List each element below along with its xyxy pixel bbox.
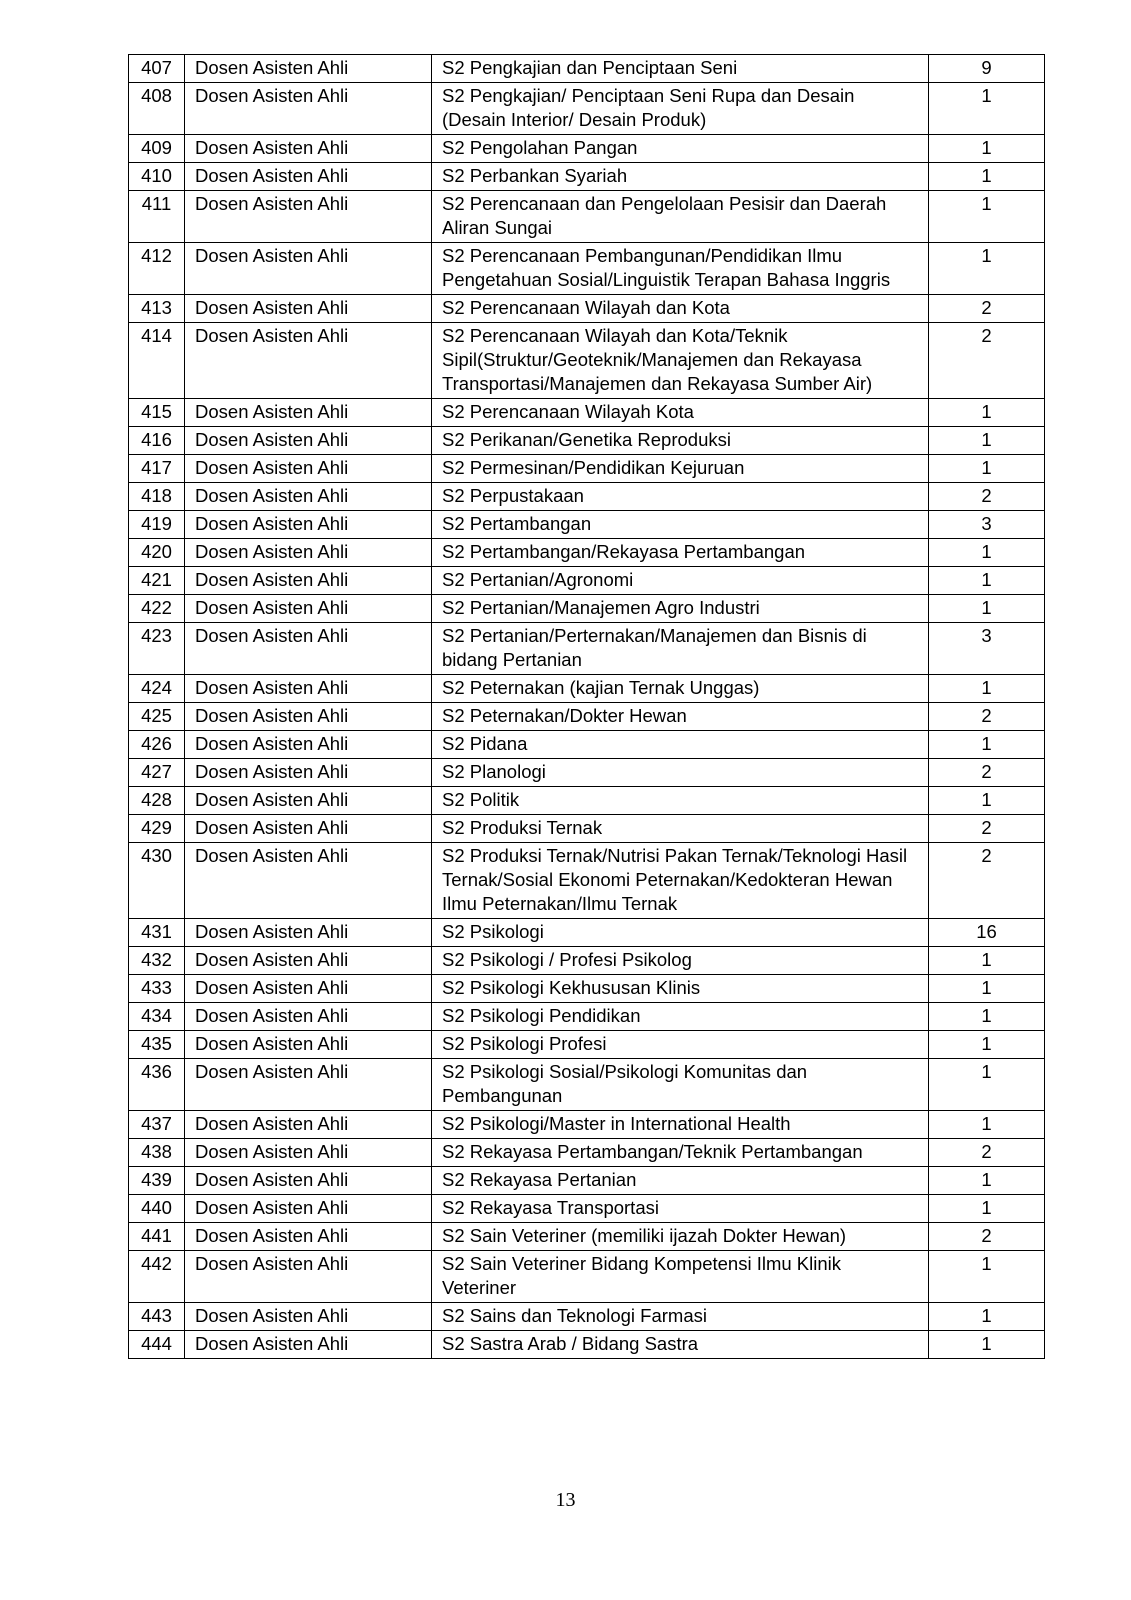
- table-row: [129, 455, 1045, 483]
- quantity-cell: 2: [929, 843, 1045, 919]
- table-row: [129, 83, 1045, 135]
- row-number-cell: 433: [129, 975, 185, 1003]
- program-cell: S2 Pertanian/Perternakan/Manajemen dan Bisnis di bidang Pertanian: [432, 623, 929, 675]
- quantity-cell: 2: [929, 815, 1045, 843]
- table-row: [129, 919, 1045, 947]
- position-cell: Dosen Asisten Ahli: [185, 1139, 432, 1167]
- program-cell: S2 Pertambangan: [432, 511, 929, 539]
- position-cell: Dosen Asisten Ahli: [185, 399, 432, 427]
- position-cell: Dosen Asisten Ahli: [185, 1167, 432, 1195]
- quantity-cell: 2: [929, 295, 1045, 323]
- position-cell: Dosen Asisten Ahli: [185, 539, 432, 567]
- program-cell: S2 Perpustakaan: [432, 483, 929, 511]
- program-cell: S2 Psikologi Profesi: [432, 1031, 929, 1059]
- row-number-cell: 422: [129, 595, 185, 623]
- position-cell: Dosen Asisten Ahli: [185, 295, 432, 323]
- quantity-cell: 1: [929, 1003, 1045, 1031]
- position-cell: Dosen Asisten Ahli: [185, 1003, 432, 1031]
- program-cell: S2 Peternakan/Dokter Hewan: [432, 703, 929, 731]
- table-row: [129, 295, 1045, 323]
- row-number-cell: 408: [129, 83, 185, 135]
- program-cell: S2 Sastra Arab / Bidang Sastra: [432, 1331, 929, 1359]
- quantity-cell: 1: [929, 975, 1045, 1003]
- program-cell: S2 Perencanaan Pembangunan/Pendidikan Ilmu Pengetahuan Sosial/Linguistik Terapan Bahasa Inggris: [432, 243, 929, 295]
- row-number-cell: 411: [129, 191, 185, 243]
- row-number-cell: 414: [129, 323, 185, 399]
- position-cell: Dosen Asisten Ahli: [185, 947, 432, 975]
- row-number-cell: 440: [129, 1195, 185, 1223]
- position-cell: Dosen Asisten Ahli: [185, 1331, 432, 1359]
- quantity-cell: 9: [929, 55, 1045, 83]
- quantity-cell: 3: [929, 511, 1045, 539]
- row-number-cell: 442: [129, 1251, 185, 1303]
- table-row: [129, 1059, 1045, 1111]
- row-number-cell: 437: [129, 1111, 185, 1139]
- quantity-cell: 2: [929, 759, 1045, 787]
- program-cell: S2 Perencanaan dan Pengelolaan Pesisir dan Daerah Aliran Sungai: [432, 191, 929, 243]
- table-row: [129, 595, 1045, 623]
- table-row: [129, 55, 1045, 83]
- quantity-cell: 1: [929, 83, 1045, 135]
- quantity-cell: 1: [929, 1059, 1045, 1111]
- quantity-cell: 2: [929, 483, 1045, 511]
- table-row: [129, 427, 1045, 455]
- row-number-cell: 444: [129, 1331, 185, 1359]
- table-row: [129, 399, 1045, 427]
- position-cell: Dosen Asisten Ahli: [185, 427, 432, 455]
- program-cell: S2 Psikologi/Master in International Health: [432, 1111, 929, 1139]
- table-row: [129, 1167, 1045, 1195]
- row-number-cell: 423: [129, 623, 185, 675]
- quantity-cell: 1: [929, 731, 1045, 759]
- table-row: [129, 243, 1045, 295]
- page-number: 13: [555, 1489, 576, 1511]
- program-cell: S2 Psikologi Pendidikan: [432, 1003, 929, 1031]
- program-cell: S2 Pertambangan/Rekayasa Pertambangan: [432, 539, 929, 567]
- quantity-cell: 2: [929, 1223, 1045, 1251]
- table-row: [129, 787, 1045, 815]
- program-cell: S2 Sain Veteriner Bidang Kompetensi Ilmu Klinik Veteriner: [432, 1251, 929, 1303]
- table-row: [129, 1251, 1045, 1303]
- position-cell: Dosen Asisten Ahli: [185, 675, 432, 703]
- table-row: [129, 1303, 1045, 1331]
- row-number-cell: 441: [129, 1223, 185, 1251]
- row-number-cell: 431: [129, 919, 185, 947]
- program-cell: S2 Produksi Ternak: [432, 815, 929, 843]
- program-cell: S2 Perencanaan Wilayah Kota: [432, 399, 929, 427]
- position-cell: Dosen Asisten Ahli: [185, 1059, 432, 1111]
- program-cell: S2 Produksi Ternak/Nutrisi Pakan Ternak/Teknologi Hasil Ternak/Sosial Ekonomi Peternakan/Kedokteran Hewan Ilmu Peternakan/Ilmu Ternak: [432, 843, 929, 919]
- row-number-cell: 430: [129, 843, 185, 919]
- program-cell: S2 Pengkajian/ Penciptaan Seni Rupa dan Desain (Desain Interior/ Desain Produk): [432, 83, 929, 135]
- quantity-cell: 1: [929, 675, 1045, 703]
- program-cell: S2 Psikologi: [432, 919, 929, 947]
- quantity-cell: 1: [929, 1331, 1045, 1359]
- row-number-cell: 417: [129, 455, 185, 483]
- position-cell: Dosen Asisten Ahli: [185, 731, 432, 759]
- table-row: [129, 731, 1045, 759]
- position-cell: Dosen Asisten Ahli: [185, 1251, 432, 1303]
- quantity-cell: 1: [929, 1111, 1045, 1139]
- table-row: [129, 1031, 1045, 1059]
- quantity-cell: 1: [929, 1167, 1045, 1195]
- table-row: [129, 191, 1045, 243]
- row-number-cell: 434: [129, 1003, 185, 1031]
- program-cell: S2 Rekayasa Pertambangan/Teknik Pertambangan: [432, 1139, 929, 1167]
- program-cell: S2 Psikologi Sosial/Psikologi Komunitas dan Pembangunan: [432, 1059, 929, 1111]
- position-cell: Dosen Asisten Ahli: [185, 1111, 432, 1139]
- row-number-cell: 432: [129, 947, 185, 975]
- row-number-cell: 412: [129, 243, 185, 295]
- table-row: [129, 975, 1045, 1003]
- position-cell: Dosen Asisten Ahli: [185, 1223, 432, 1251]
- row-number-cell: 407: [129, 55, 185, 83]
- table-row: [129, 815, 1045, 843]
- program-cell: S2 Planologi: [432, 759, 929, 787]
- row-number-cell: 413: [129, 295, 185, 323]
- table-row: [129, 1195, 1045, 1223]
- quantity-cell: 1: [929, 539, 1045, 567]
- position-cell: Dosen Asisten Ahli: [185, 135, 432, 163]
- position-cell: Dosen Asisten Ahli: [185, 787, 432, 815]
- quantity-cell: 1: [929, 947, 1045, 975]
- quantity-cell: 1: [929, 163, 1045, 191]
- position-cell: Dosen Asisten Ahli: [185, 55, 432, 83]
- quantity-cell: 16: [929, 919, 1045, 947]
- row-number-cell: 424: [129, 675, 185, 703]
- table-row: [129, 511, 1045, 539]
- table-row: [129, 623, 1045, 675]
- row-number-cell: 443: [129, 1303, 185, 1331]
- table-row: [129, 539, 1045, 567]
- position-cell: Dosen Asisten Ahli: [185, 323, 432, 399]
- quantity-cell: 1: [929, 595, 1045, 623]
- position-cell: Dosen Asisten Ahli: [185, 191, 432, 243]
- program-cell: S2 Perencanaan Wilayah dan Kota: [432, 295, 929, 323]
- quantity-cell: 2: [929, 703, 1045, 731]
- position-cell: Dosen Asisten Ahli: [185, 1031, 432, 1059]
- quantity-cell: 2: [929, 323, 1045, 399]
- position-cell: Dosen Asisten Ahli: [185, 595, 432, 623]
- position-cell: Dosen Asisten Ahli: [185, 1195, 432, 1223]
- quantity-cell: 1: [929, 1195, 1045, 1223]
- program-cell: S2 Pengolahan Pangan: [432, 135, 929, 163]
- position-cell: Dosen Asisten Ahli: [185, 483, 432, 511]
- table-row: [129, 135, 1045, 163]
- position-cell: Dosen Asisten Ahli: [185, 975, 432, 1003]
- quantity-cell: 3: [929, 623, 1045, 675]
- quantity-cell: 1: [929, 1031, 1045, 1059]
- table-row: [129, 323, 1045, 399]
- position-cell: Dosen Asisten Ahli: [185, 1303, 432, 1331]
- row-number-cell: 436: [129, 1059, 185, 1111]
- row-number-cell: 418: [129, 483, 185, 511]
- position-cell: Dosen Asisten Ahli: [185, 759, 432, 787]
- table-row: [129, 675, 1045, 703]
- row-number-cell: 428: [129, 787, 185, 815]
- row-number-cell: 409: [129, 135, 185, 163]
- program-cell: S2 Pertanian/Manajemen Agro Industri: [432, 595, 929, 623]
- row-number-cell: 438: [129, 1139, 185, 1167]
- row-number-cell: 427: [129, 759, 185, 787]
- table-row: [129, 1111, 1045, 1139]
- program-cell: S2 Perbankan Syariah: [432, 163, 929, 191]
- program-cell: S2 Permesinan/Pendidikan Kejuruan: [432, 455, 929, 483]
- table-row: [129, 1003, 1045, 1031]
- row-number-cell: 420: [129, 539, 185, 567]
- quantity-cell: 1: [929, 455, 1045, 483]
- program-cell: S2 Pertanian/Agronomi: [432, 567, 929, 595]
- quantity-cell: 1: [929, 1303, 1045, 1331]
- row-number-cell: 439: [129, 1167, 185, 1195]
- table-row: [129, 483, 1045, 511]
- row-number-cell: 416: [129, 427, 185, 455]
- position-cell: Dosen Asisten Ahli: [185, 163, 432, 191]
- position-cell: Dosen Asisten Ahli: [185, 83, 432, 135]
- position-cell: Dosen Asisten Ahli: [185, 815, 432, 843]
- table-row: [129, 843, 1045, 919]
- quantity-cell: 1: [929, 427, 1045, 455]
- position-cell: Dosen Asisten Ahli: [185, 843, 432, 919]
- table-row: [129, 567, 1045, 595]
- row-number-cell: 410: [129, 163, 185, 191]
- table-row: [129, 1223, 1045, 1251]
- position-cell: Dosen Asisten Ahli: [185, 919, 432, 947]
- program-cell: S2 Pengkajian dan Penciptaan Seni: [432, 55, 929, 83]
- quantity-cell: 1: [929, 399, 1045, 427]
- program-cell: S2 Peternakan (kajian Ternak Unggas): [432, 675, 929, 703]
- program-cell: S2 Psikologi Kekhususan Klinis: [432, 975, 929, 1003]
- row-number-cell: 415: [129, 399, 185, 427]
- position-cell: Dosen Asisten Ahli: [185, 455, 432, 483]
- program-cell: S2 Pidana: [432, 731, 929, 759]
- position-cell: Dosen Asisten Ahli: [185, 511, 432, 539]
- program-cell: S2 Politik: [432, 787, 929, 815]
- row-number-cell: 419: [129, 511, 185, 539]
- program-cell: S2 Perencanaan Wilayah dan Kota/Teknik Sipil(Struktur/Geoteknik/Manajemen dan Rekayasa Transportasi/Manajemen dan Rekayasa Sumber Air): [432, 323, 929, 399]
- formation-table: [128, 54, 1045, 1359]
- position-cell: Dosen Asisten Ahli: [185, 623, 432, 675]
- row-number-cell: 429: [129, 815, 185, 843]
- quantity-cell: 1: [929, 787, 1045, 815]
- program-cell: S2 Psikologi / Profesi Psikolog: [432, 947, 929, 975]
- program-cell: S2 Sain Veteriner (memiliki ijazah Dokter Hewan): [432, 1223, 929, 1251]
- table-row: [129, 759, 1045, 787]
- program-cell: S2 Perikanan/Genetika Reproduksi: [432, 427, 929, 455]
- quantity-cell: 1: [929, 567, 1045, 595]
- position-cell: Dosen Asisten Ahli: [185, 243, 432, 295]
- table-row: [129, 947, 1045, 975]
- row-number-cell: 426: [129, 731, 185, 759]
- table-body: [129, 55, 1045, 1359]
- quantity-cell: 1: [929, 1251, 1045, 1303]
- quantity-cell: 2: [929, 1139, 1045, 1167]
- table-row: [129, 1331, 1045, 1359]
- program-cell: S2 Sains dan Teknologi Farmasi: [432, 1303, 929, 1331]
- row-number-cell: 421: [129, 567, 185, 595]
- program-cell: S2 Rekayasa Pertanian: [432, 1167, 929, 1195]
- table-row: [129, 163, 1045, 191]
- table-row: [129, 703, 1045, 731]
- quantity-cell: 1: [929, 191, 1045, 243]
- quantity-cell: 1: [929, 135, 1045, 163]
- position-cell: Dosen Asisten Ahli: [185, 567, 432, 595]
- program-cell: S2 Rekayasa Transportasi: [432, 1195, 929, 1223]
- row-number-cell: 435: [129, 1031, 185, 1059]
- quantity-cell: 1: [929, 243, 1045, 295]
- position-cell: Dosen Asisten Ahli: [185, 703, 432, 731]
- table-row: [129, 1139, 1045, 1167]
- row-number-cell: 425: [129, 703, 185, 731]
